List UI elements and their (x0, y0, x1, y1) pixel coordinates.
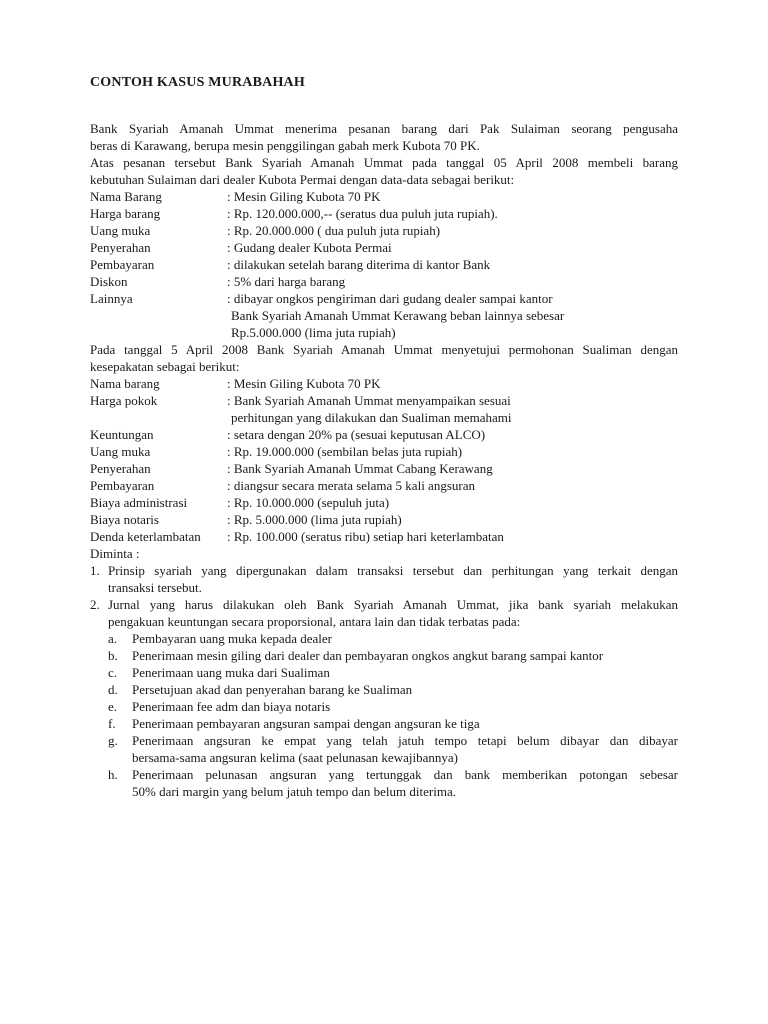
data-value: : Bank Syariah Amanah Ummat Cabang Kerawang (227, 461, 493, 476)
list-item-letter: g. (108, 733, 118, 748)
question-text: Prinsip syariah yang dipergunakan dalam transaksi tersebut dan perhitungan yang terkait dengan (108, 563, 678, 578)
data-value: : Rp. 100.000 (seratus ribu) setiap hari keterlambatan (227, 529, 504, 544)
question-number: 2. (90, 597, 100, 612)
data-row (90, 205, 678, 222)
data-value: : Rp. 5.000.000 (lima juta rupiah) (227, 512, 402, 527)
list-item-text: Penerimaan angsuran ke empat yang telah jatuh tempo tetapi belum dibayar dan dibayar (132, 733, 678, 748)
data-value: : Mesin Giling Kubota 70 PK (227, 189, 381, 204)
data-key: Uang muka (90, 223, 151, 238)
data-row (90, 273, 678, 290)
list-item-letter: e. (108, 699, 118, 714)
data-row (90, 392, 678, 409)
purchase-data-list (90, 188, 678, 341)
data-value: : Rp. 19.000.000 (sembilan belas juta rupiah) (227, 444, 463, 459)
data-value-continuation: Bank Syariah Amanah Ummat Kerawang beban lainnya sebesar (231, 308, 565, 323)
intro-line: Bank Syariah Amanah Ummat menerima pesanan barang dari Pak Sulaiman seorang pengusaha (90, 121, 678, 136)
data-row (90, 426, 678, 443)
data-key: Denda keterlambatan (90, 529, 201, 544)
data-key: Penyerahan (90, 240, 151, 255)
list-item (90, 766, 678, 800)
question-text: transaksi tersebut. (108, 580, 202, 595)
agreement-intro-line: kesepakatan sebagai berikut: (90, 359, 240, 374)
list-item-text: Penerimaan mesin giling dari dealer dan pembayaran ongkos angkut barang sampai kantor (132, 648, 604, 663)
data-value: : Bank Syariah Amanah Ummat menyampaikan sesuai (227, 393, 511, 408)
intro-line: Atas pesanan tersebut Bank Syariah Amanah Ummat pada tanggal 05 April 2008 membeli barang (90, 155, 678, 170)
journal-sub-list (90, 630, 678, 800)
list-item-text: Penerimaan pembayaran angsuran sampai dengan angsuran ke tiga (132, 716, 480, 731)
data-value: : Gudang dealer Kubota Permai (227, 240, 392, 255)
document-title: CONTOH KASUS MURABAHAH (90, 75, 305, 90)
list-item-text: Persetujuan akad dan penyerahan barang ke Sualiman (132, 682, 413, 697)
question-item (90, 562, 678, 596)
data-value: : setara dengan 20% pa (sesuai keputusan ALCO) (227, 427, 486, 442)
data-value-continuation: perhitungan yang dilakukan dan Sualiman memahami (231, 410, 512, 425)
list-item-text: Pembayaran uang muka kepada dealer (132, 631, 332, 646)
data-key: Biaya administrasi (90, 495, 188, 510)
data-value: : Mesin Giling Kubota 70 PK (227, 376, 381, 391)
agreement-data-list (90, 375, 678, 545)
data-key: Harga barang (90, 206, 161, 221)
list-item-letter: f. (108, 716, 116, 731)
intro-line: kebutuhan Sulaiman dari dealer Kubota Permai dengan data-data sebagai berikut: (90, 172, 515, 187)
list-item-text: Penerimaan pelunasan angsuran yang tertunggak dan bank memberikan potongan sebesar (132, 767, 678, 782)
data-row (90, 256, 678, 273)
data-row (90, 511, 678, 528)
data-key: Penyerahan (90, 461, 151, 476)
data-row (90, 528, 678, 545)
list-item-letter: a. (108, 631, 118, 646)
data-value: : 5% dari harga barang (227, 274, 346, 289)
data-value: : Rp. 120.000.000,-- (seratus dua puluh juta rupiah). (227, 206, 498, 221)
data-key: Diskon (90, 274, 128, 289)
data-row (90, 477, 678, 494)
data-row (90, 239, 678, 256)
data-row (90, 290, 678, 307)
list-item-letter: h. (108, 767, 118, 782)
data-value: : Rp. 10.000.000 (sepuluh juta) (227, 495, 390, 510)
list-item-letter: d. (108, 682, 118, 697)
data-key: Uang muka (90, 444, 151, 459)
list-item-letter: c. (108, 665, 118, 680)
data-row (90, 222, 678, 239)
list-item-text: Penerimaan uang muka dari Sualiman (132, 665, 330, 680)
list-item (90, 664, 678, 681)
data-row (90, 494, 678, 511)
question-item (90, 596, 678, 630)
list-item (90, 732, 678, 766)
data-key: Pembayaran (90, 478, 155, 493)
question-number: 1. (90, 563, 100, 578)
data-key: Biaya notaris (90, 512, 159, 527)
list-item-letter: b. (108, 648, 118, 663)
diminta-label: Diminta : (90, 546, 140, 561)
list-item-text: bersama-sama angsuran kelima (saat pelunasan kewajibannya) (132, 750, 458, 765)
question-text: pengakuan keuntungan secara proporsional, antara lain dan tidak terbatas pada: (108, 614, 521, 629)
data-key: Pembayaran (90, 257, 155, 272)
list-item (90, 715, 678, 732)
data-key: Keuntungan (90, 427, 154, 442)
data-row (90, 375, 678, 392)
list-item-text: Penerimaan fee adm dan biaya notaris (132, 699, 331, 714)
agreement-intro-line: Pada tanggal 5 April 2008 Bank Syariah Amanah Ummat menyetujui permohonan Sualiman dengan (90, 342, 678, 357)
list-item (90, 647, 678, 664)
data-key: Harga pokok (90, 393, 158, 408)
data-row (90, 460, 678, 477)
intro-line: beras di Karawang, berupa mesin penggilingan gabah merk Kubota 70 PK. (90, 138, 480, 153)
data-row (90, 188, 678, 205)
data-key: Nama Barang (90, 189, 162, 204)
list-item (90, 681, 678, 698)
document-body (90, 120, 678, 800)
data-key: Nama barang (90, 376, 160, 391)
list-item (90, 630, 678, 647)
list-item (90, 698, 678, 715)
data-value: : dibayar ongkos pengiriman dari gudang dealer sampai kantor (227, 291, 553, 306)
data-value: : Rp. 20.000.000 ( dua puluh juta rupiah) (227, 223, 441, 238)
list-item-text: 50% dari margin yang belum jatuh tempo dan belum diterima. (132, 784, 456, 799)
data-key: Lainnya (90, 291, 133, 306)
data-value-continuation: Rp.5.000.000 (lima juta rupiah) (231, 325, 396, 340)
question-text: Jurnal yang harus dilakukan oleh Bank Syariah Amanah Ummat, jika bank syariah melakukan (108, 597, 678, 612)
data-row (90, 443, 678, 460)
data-value: : diangsur secara merata selama 5 kali angsuran (227, 478, 475, 493)
data-value: : dilakukan setelah barang diterima di kantor Bank (227, 257, 491, 272)
